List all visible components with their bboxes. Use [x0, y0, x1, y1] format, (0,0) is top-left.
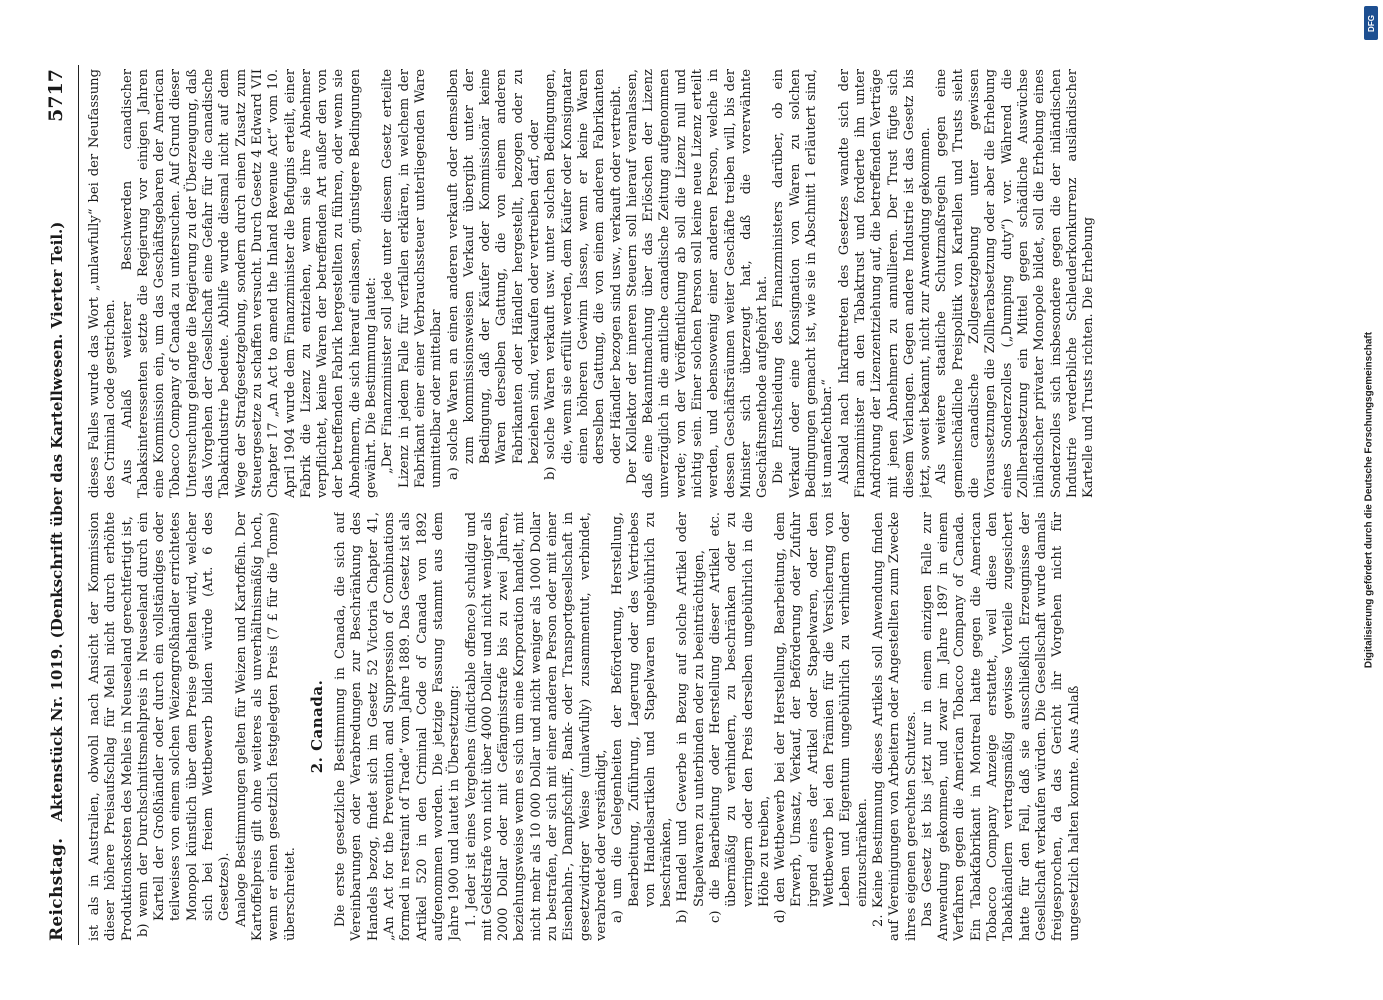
paragraph: 2. Keine Bestimmung dieses Artikels soll Anwendung finden auf Vereinigungen von Arbeitern oder Angestellten zum Zwecke ihres eigenen gerechten Schutzes. [870, 512, 919, 941]
list-item: d) den Wettbewerb bei der Herstellung, Bearbeitung, dem Erwerb, Umsatz, Verkauf, der Beförderung oder Zufuhr irgend eines der Artikel oder Stapelwaren, oder den Wettbewerb bei den Prämien für die Versicherung von Leben und Eigentum ungebührlich zu verhindern oder einzuschränken. [773, 512, 870, 923]
list-item: b) wenn der Durchschnittsmehlpreis in Neuseeland durch ein Kartell der Großhändler oder durch ein vollständiges oder teilweises von einem solchen Weizengroßhändler errichtetes Monopol künstlich über dem Preise gehalten wird, welcher sich bei freiem Wettbewerb bilden würde (Art. 6 des Gesetzes). [135, 512, 233, 937]
dfg-logo-text: DFG [1366, 14, 1376, 32]
paragraph: Die Entscheidung des Finanzministers darüber, ob ein Verkauf oder eine Konsignation von Waren zu solchen Bedingungen gemacht ist, wie sie in Abschnitt 1 erläutert sind, ist unanfechtbar.“ [771, 69, 836, 498]
list-item: a) um die Gelegenheiten der Beförderung, Herstellung, Bearbeitung, Zuführung, Lagerung oder des Vertriebes von Handelsartikeln und Stapelwaren ungebührlich zu beschränken, [610, 512, 675, 923]
paragraph: Analoge Bestimmungen gelten für Weizen und Kartoffeln. Der Kartoffelpreis gilt ohne weiteres als unverhältnismäßig hoch, wenn er einen gesetzlich festgelegten Preis (7 £ für die Tonne) überschreitet. [233, 512, 298, 941]
page-number: 5717 [45, 69, 67, 122]
page-header [45, 65, 79, 945]
list-item: a) solche Waren an einen anderen verkauft oder demselben zum kommissionsweisen Verkauf übergibt unter der Bedingung, daß der Käufer oder Kommissionär keine Waren derselben Gattung, die von einem anderen Fabrikanten oder Händler hergestellt, bezogen oder zu beziehen sind, verkaufen oder vertreiben darf, oder [445, 69, 543, 480]
paragraph: ist als in Australien, obwohl nach Ansicht der Kommission dieser höhere Preisaufschlag für Mehl nicht durch erhöhte Produktionskosten des Mehles in Neuseeland gerechtfertigt ist, [87, 512, 135, 941]
paragraph: „Der Finanzminister soll jede unter diesem Gesetz erteilte Lizenz in jedem Falle für verfallen erklären, in welchem der Fabrikant einer einer Verbrauchssteuer unterliegenden Ware unmittelbar oder mittelbar [380, 69, 445, 488]
paragraph: Aus Anlaß weiterer Beschwerden canadischer Tabaksinteressenten setzte die Regierung vor einigen Jahren eine Kommission ein, um das Geschäftsgebaren der American Tobacco Company of Canada zu untersuchen. Auf Grund dieser Untersuchung gelangte die Regierung zu der Überzeugung, daß das Vorgehen der Gesellschaft eine Gefahr für die canadische Tabakindustrie bedeute. Abhilfe wurde diesmal nicht auf dem Wege der Strafgesetzgebung, sondern durch einen Zusatz zum Steuergesetze zu schaffen versucht. Durch Gesetz 4 Edward VII Chapter 17 „An Act to amend the Inland Revenue Act“ vom 10. April 1904 wurde dem Finanzminister die Befugnis erteilt, einer Fabrik die Lizenz zu entziehen, wenn sie ihre Abnehmer verpflichtet, keine Waren der betreffenden Art außer den von der betreffenden Fabrik hergestellten zu führen, oder wenn sie Abnehmern, die sich hierauf einlassen, günstigere Bedingungen gewährt. Die Bestimmung lautet: [119, 69, 380, 498]
section-heading: 2. Canada. [307, 679, 326, 774]
left-column [87, 512, 1294, 941]
paragraph: Der Kollektor der inneren Steuern soll hierauf veranlassen, daß eine Bekanntmachung über das Erlöschen der Lizenz unverzüglich in die amtliche canadische Zeitung aufgenommen werde; von der Veröffentlichung ab soll die Lizenz null und nichtig sein. Einer solchen Person soll keine neue Lizenz erteilt werden, und ebensowenig einer anderen Person, welche in dessen Geschäftsräumen weiter Geschäfte treiben will, bis der Minister sich überzeugt hat, daß die vorerwähnte Geschäftsmethode aufgehört hat. [624, 69, 771, 498]
paragraph: Die erste gesetzliche Bestimmung in Canada, die sich auf Vereinbarungen oder Verabredungen zur Beschränkung des Handels bezog, findet sich im Gesetz 52 Victoria Chapter 41, „An Act for the Prevention and Suppression of Combinations formed in restraint of Trade“ vom Jahre 1889. Das Gesetz ist als Artikel 520 in den Criminal Code of Canada von 1892 aufgenommen worden. Die jetzige Fassung stammt aus dem Jahre 1900 und lautet in Übersetzung: [333, 512, 463, 941]
text-columns [79, 65, 1294, 945]
right-column [87, 69, 1294, 498]
paragraph: Alsbald nach Inkrafttreten des Gesetzes wandte sich der Finanzminister an den Tabaktrust und forderte ihn unter Androhung der Lizenzentziehung auf, die betreffenden Verträge mit jenen Abnehmern zu annullieren. Der Trust fügte sich diesem Verlangen. Gegen andere Industrie ist das Gesetz bis jetzt, soweit bekannt, nicht zur Anwendung gekommen. [836, 69, 934, 498]
digitization-credit [1361, 20, 1377, 980]
header-left: Reichstag. [47, 837, 67, 941]
list-item: b) solche Waren verkauft usw. unter solchen Bedingungen, die, wenn sie erfüllt werden, dem Käufer oder Konsignatar einen höheren Gewinn lassen, wenn er keine Waren derselben Gattung, die von einem anderen Fabrikanten oder Händler bezogen sind usw., verkauft oder vertreibt. [543, 69, 624, 480]
list-item: c) die Bearbeitung oder Herstellung dieser Artikel etc. übermäßig zu verhindern, zu beschränken oder zu verringern oder den Preis derselben ungebührlich in die Höhe zu treiben, [707, 512, 772, 923]
header-title: Aktenstück Nr. 1019. (Denkschrift über das Kartellwesen. Vierter Teil.) [48, 221, 66, 822]
list-item: b) Handel und Gewerbe in Bezug auf solche Artikel oder Stapelwaren zu unterbinden oder zu beeinträchtigen, [675, 512, 707, 923]
rotated-page [45, 65, 1305, 945]
paragraph: Als weitere staatliche Schutzmaßregeln gegen eine gemeinschädliche Preispolitik von Kartellen und Trusts sieht die canadische Zollgesetzgebung unter gewissen Voraussetzungen die Zollherabsetzung oder aber die Erhebung eines Sonderzolles („Dumping duty“) vor. Während die Zollherabsetzung ein Mittel gegen schädliche Auswüchse inländischer privater Monopole bildet, soll die Erhebung eines Sonderzolles sich insbesondere gegen die der inländischen Industrie verderbliche Schleuderkonkurrenz ausländischer Kartelle und Trusts richten. Die Erhebung [934, 69, 1097, 498]
paragraph: Das Gesetz ist bis jetzt nur in einem einzigen Falle zur Anwendung gekommen, und zwar im Jahre 1897 in einem Verfahren gegen die American Tobacco Company of Canada. Ein Tabakfabrikant in Montreal hatte gegen die American Tobacco Company Anzeige erstattet, weil diese den Tabakhändlern vertragsmäßig gewisse Vorteile zugesichert hatte für den Fall, daß sie ausschließlich Erzeugnisse der Gesellschaft verkaufen würden. Die Gesellschaft wurde damals freigesprochen, da das Gericht ihr Vorgehen nicht für ungesetzlich halten konnte. Aus Anlaß [919, 512, 1082, 941]
paragraph: 1. Jeder ist eines Vergehens (indictable offence) schuldig und mit Geldstrafe von nicht über 4000 Dollar und nicht weniger als 2000 Dollar oder mit Gefängnisstrafe bis zu zwei Jahren, beziehungsweise wenn es sich um eine Korporation handelt, mit nicht mehr als 10 000 Dollar und nicht weniger als 1000 Dollar zu bestrafen, der sich mit einer anderen Person oder mit einer Eisenbahn-, Dampfschiff-, Bank- oder Transportgesellschaft in gesetzwidriger Weise (unlawfully) zusammentut, verbindet, verabredet oder verständigt, [463, 512, 609, 941]
paragraph: dieses Falles wurde das Wort „unlawfully“ bei der Neufassung des Criminal code gestrichen. [87, 69, 119, 498]
digitization-credit-text: Digitalisierung gefördert durch die Deutsche Forschungsgemeinschaft [1363, 331, 1375, 669]
